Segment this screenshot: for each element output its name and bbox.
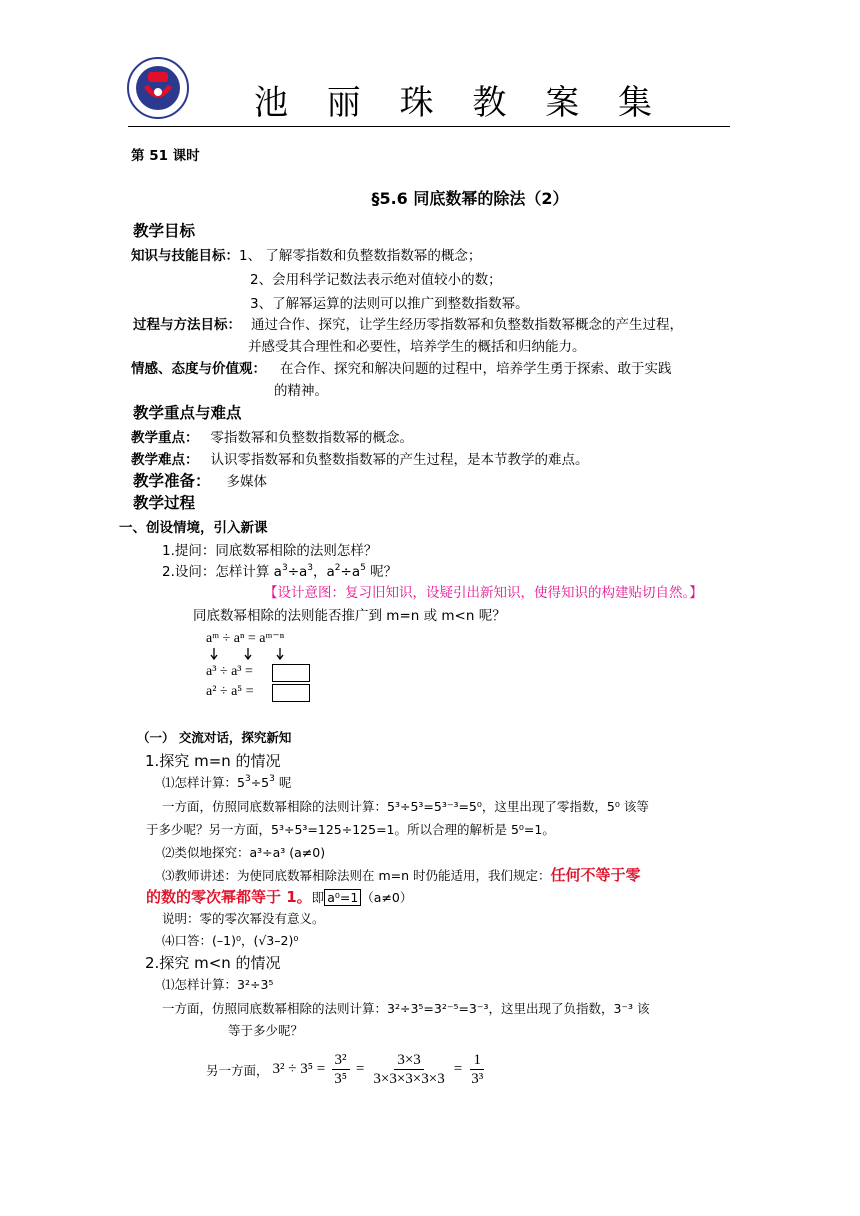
key-row (131, 426, 413, 446)
question-1: 1.提问：同底数幂相除的法则怎样？ (162, 543, 378, 559)
fraction-1-denominator: 3⁵ (334, 1071, 347, 1087)
document-title: §5.6 同底数幂的除法（2） (371, 189, 569, 208)
q2-exp-2: 3 (307, 562, 314, 573)
question-2 (162, 560, 397, 580)
knowledge-item-3: 3、了解幂运算的法则可以推广到整数指数幂。 (250, 296, 529, 312)
explore-1-text-4: ⑵类似地探究：a³÷a³ (a≠0) (162, 845, 326, 860)
knowledge-label: 知识与技能目标： (131, 248, 239, 264)
knowledge-item-2: 2、会用科学记数法表示绝对值较小的数； (250, 272, 502, 288)
process-text-2: 并感受其合理性和必要性，培养学生的概括和归纳能力。 (248, 339, 586, 355)
e1-5-rule: 任何不等于零 (550, 866, 641, 884)
explore-1-text-2: 一方面，仿照同底数幂相除的法则计算：5³÷5³=5³⁻³=5⁰，这里出现了零指数，5⁰ 该等 (162, 799, 649, 814)
emotion-label: 情感、态度与价值观： (131, 361, 266, 377)
process-label: 过程与方法目标： (133, 317, 241, 333)
q2-part-c: ÷a (287, 564, 308, 580)
fraction-3 (468, 1051, 486, 1088)
explore-1-text-8: ⑷口答：(–1)⁰，(√3–2)⁰ (162, 933, 299, 948)
emotion-row-1 (131, 357, 672, 377)
key-heading: 教学重点与难点 (133, 404, 242, 422)
explore-1-step-1 (162, 773, 291, 791)
q2-part-i: 呢？ (365, 564, 398, 580)
formula-row-1: aᵐ ÷ aⁿ = aᵐ⁻ⁿ (206, 631, 285, 646)
prep-text: 多媒体 (226, 474, 268, 490)
fraction-2 (370, 1051, 447, 1088)
equals-sign-1: = (355, 1061, 365, 1077)
q2-exp-1: 3 (281, 562, 288, 573)
prep-row (133, 469, 267, 491)
process-text-1: 通过合作、探究，让学生经历零指数幂和负整数指数幂概念的产生过程， (251, 317, 683, 333)
explore-1-text-5 (162, 864, 641, 885)
fraction-1-numerator: 3² (332, 1051, 350, 1070)
e2-4-lhs: 3² ÷ 3⁵ = (272, 1061, 326, 1077)
e1-1-c: ÷5 (250, 775, 270, 790)
key-label: 教学重点： (131, 430, 199, 446)
process-heading: 教学过程 (133, 494, 196, 512)
e1-6-b: 即 (311, 890, 325, 905)
explore-1-text-3: 于多少呢？另一方面，5³÷5³=125÷125=1。所以合理的解析是 5⁰=1。 (146, 822, 555, 837)
header-divider (128, 126, 730, 127)
explore-2-text-3: 等于多少呢？ (228, 1023, 304, 1038)
e2-4-label: 另一方面， (206, 1062, 269, 1078)
e1-6-rule: 的数的零次幂都等于 1。 (146, 888, 312, 906)
question-3: 同底数幂相除的法则能否推广到 m=n 或 m<n 呢？ (193, 608, 506, 624)
explore-2-text-2: 一方面，仿照同底数幂相除的法则计算：3²÷3⁵=3²⁻⁵=3⁻³，这里出现了负指数，3⁻³ 该 (162, 1001, 650, 1016)
process-row-1 (133, 313, 683, 333)
sub1-heading: （一） 交流对话，探究新知 (137, 730, 292, 745)
answer-box-1 (272, 664, 310, 682)
explore-2-heading: 2.探究 m<n 的情况 (145, 954, 281, 972)
explore-2-text-1: ⑴怎样计算：3²÷3⁵ (162, 977, 274, 992)
q2-part-a: 2.设问：怎样计算 a (162, 564, 282, 580)
e1-1-a: ⑴怎样计算：5 (162, 775, 245, 790)
fraction-2-denominator: 3×3×3×3×3 (373, 1071, 445, 1087)
difficulty-text: 认识零指数幂和负整数指数幂的产生过程，是本节教学的难点。 (210, 452, 589, 468)
goals-heading: 教学目标 (133, 222, 196, 240)
e1-1-e: 呢 (274, 775, 292, 790)
fraction-equation (206, 1051, 486, 1088)
q2-part-g: ÷a (340, 564, 361, 580)
lesson-number: 第 51 课时 (131, 148, 200, 164)
fraction-3-denominator: 3³ (471, 1071, 484, 1087)
answer-box-2 (272, 684, 310, 702)
formula-row-3: a² ÷ a⁵ = (206, 684, 254, 699)
fraction-3-numerator: 1 (470, 1051, 484, 1070)
explore-1-text-7: 说明：零的零次幂没有意义。 (162, 911, 325, 926)
prep-label: 教学准备： (133, 472, 211, 490)
e1-1-exp-1: 3 (244, 773, 251, 784)
fraction-1 (331, 1051, 350, 1088)
header-title: 池 丽 珠 教 案 集 (253, 83, 667, 123)
e1-6-boxed-formula: a⁰=1 (324, 889, 361, 906)
explore-1-heading: 1.探究 m=n 的情况 (145, 752, 281, 770)
difficulty-row (131, 448, 589, 468)
e1-5-a: ⑶教师讲述：为使同底数幂相除法则在 m=n 时仍能适用，我们规定： (162, 868, 551, 883)
formula-table (206, 630, 312, 702)
equals-sign-2: = (453, 1061, 463, 1077)
key-text: 零指数幂和负整数指数幂的概念。 (210, 430, 413, 446)
q2-exp-3: 2 (334, 562, 341, 573)
e1-1-exp-2: 3 (269, 773, 275, 784)
explore-1-text-6 (146, 886, 412, 907)
arrow-icons (206, 648, 286, 662)
q2-part-e: ，a (313, 564, 335, 580)
part1-heading: 一、创设情境，引入新课 (119, 520, 268, 536)
design-note: 【设计意图：复习旧知识，设疑引出新知识，使得知识的构建贴切自然。】 (264, 585, 703, 601)
e1-6-d: （a≠0） (361, 890, 413, 905)
fraction-2-numerator: 3×3 (394, 1051, 423, 1070)
q2-exp-4: 5 (360, 562, 366, 573)
emotion-text-2: 的精神。 (274, 383, 328, 399)
emotion-text-1: 在合作、探究和解决问题的过程中，培养学生勇于探索、敢于实践 (280, 361, 672, 377)
formula-row-2: a³ ÷ a³ = (206, 664, 253, 679)
knowledge-item-1: 1、 了解零指数和负整数指数幂的概念； (239, 248, 482, 264)
difficulty-label: 教学难点： (131, 452, 199, 468)
knowledge-row-1 (131, 244, 481, 264)
